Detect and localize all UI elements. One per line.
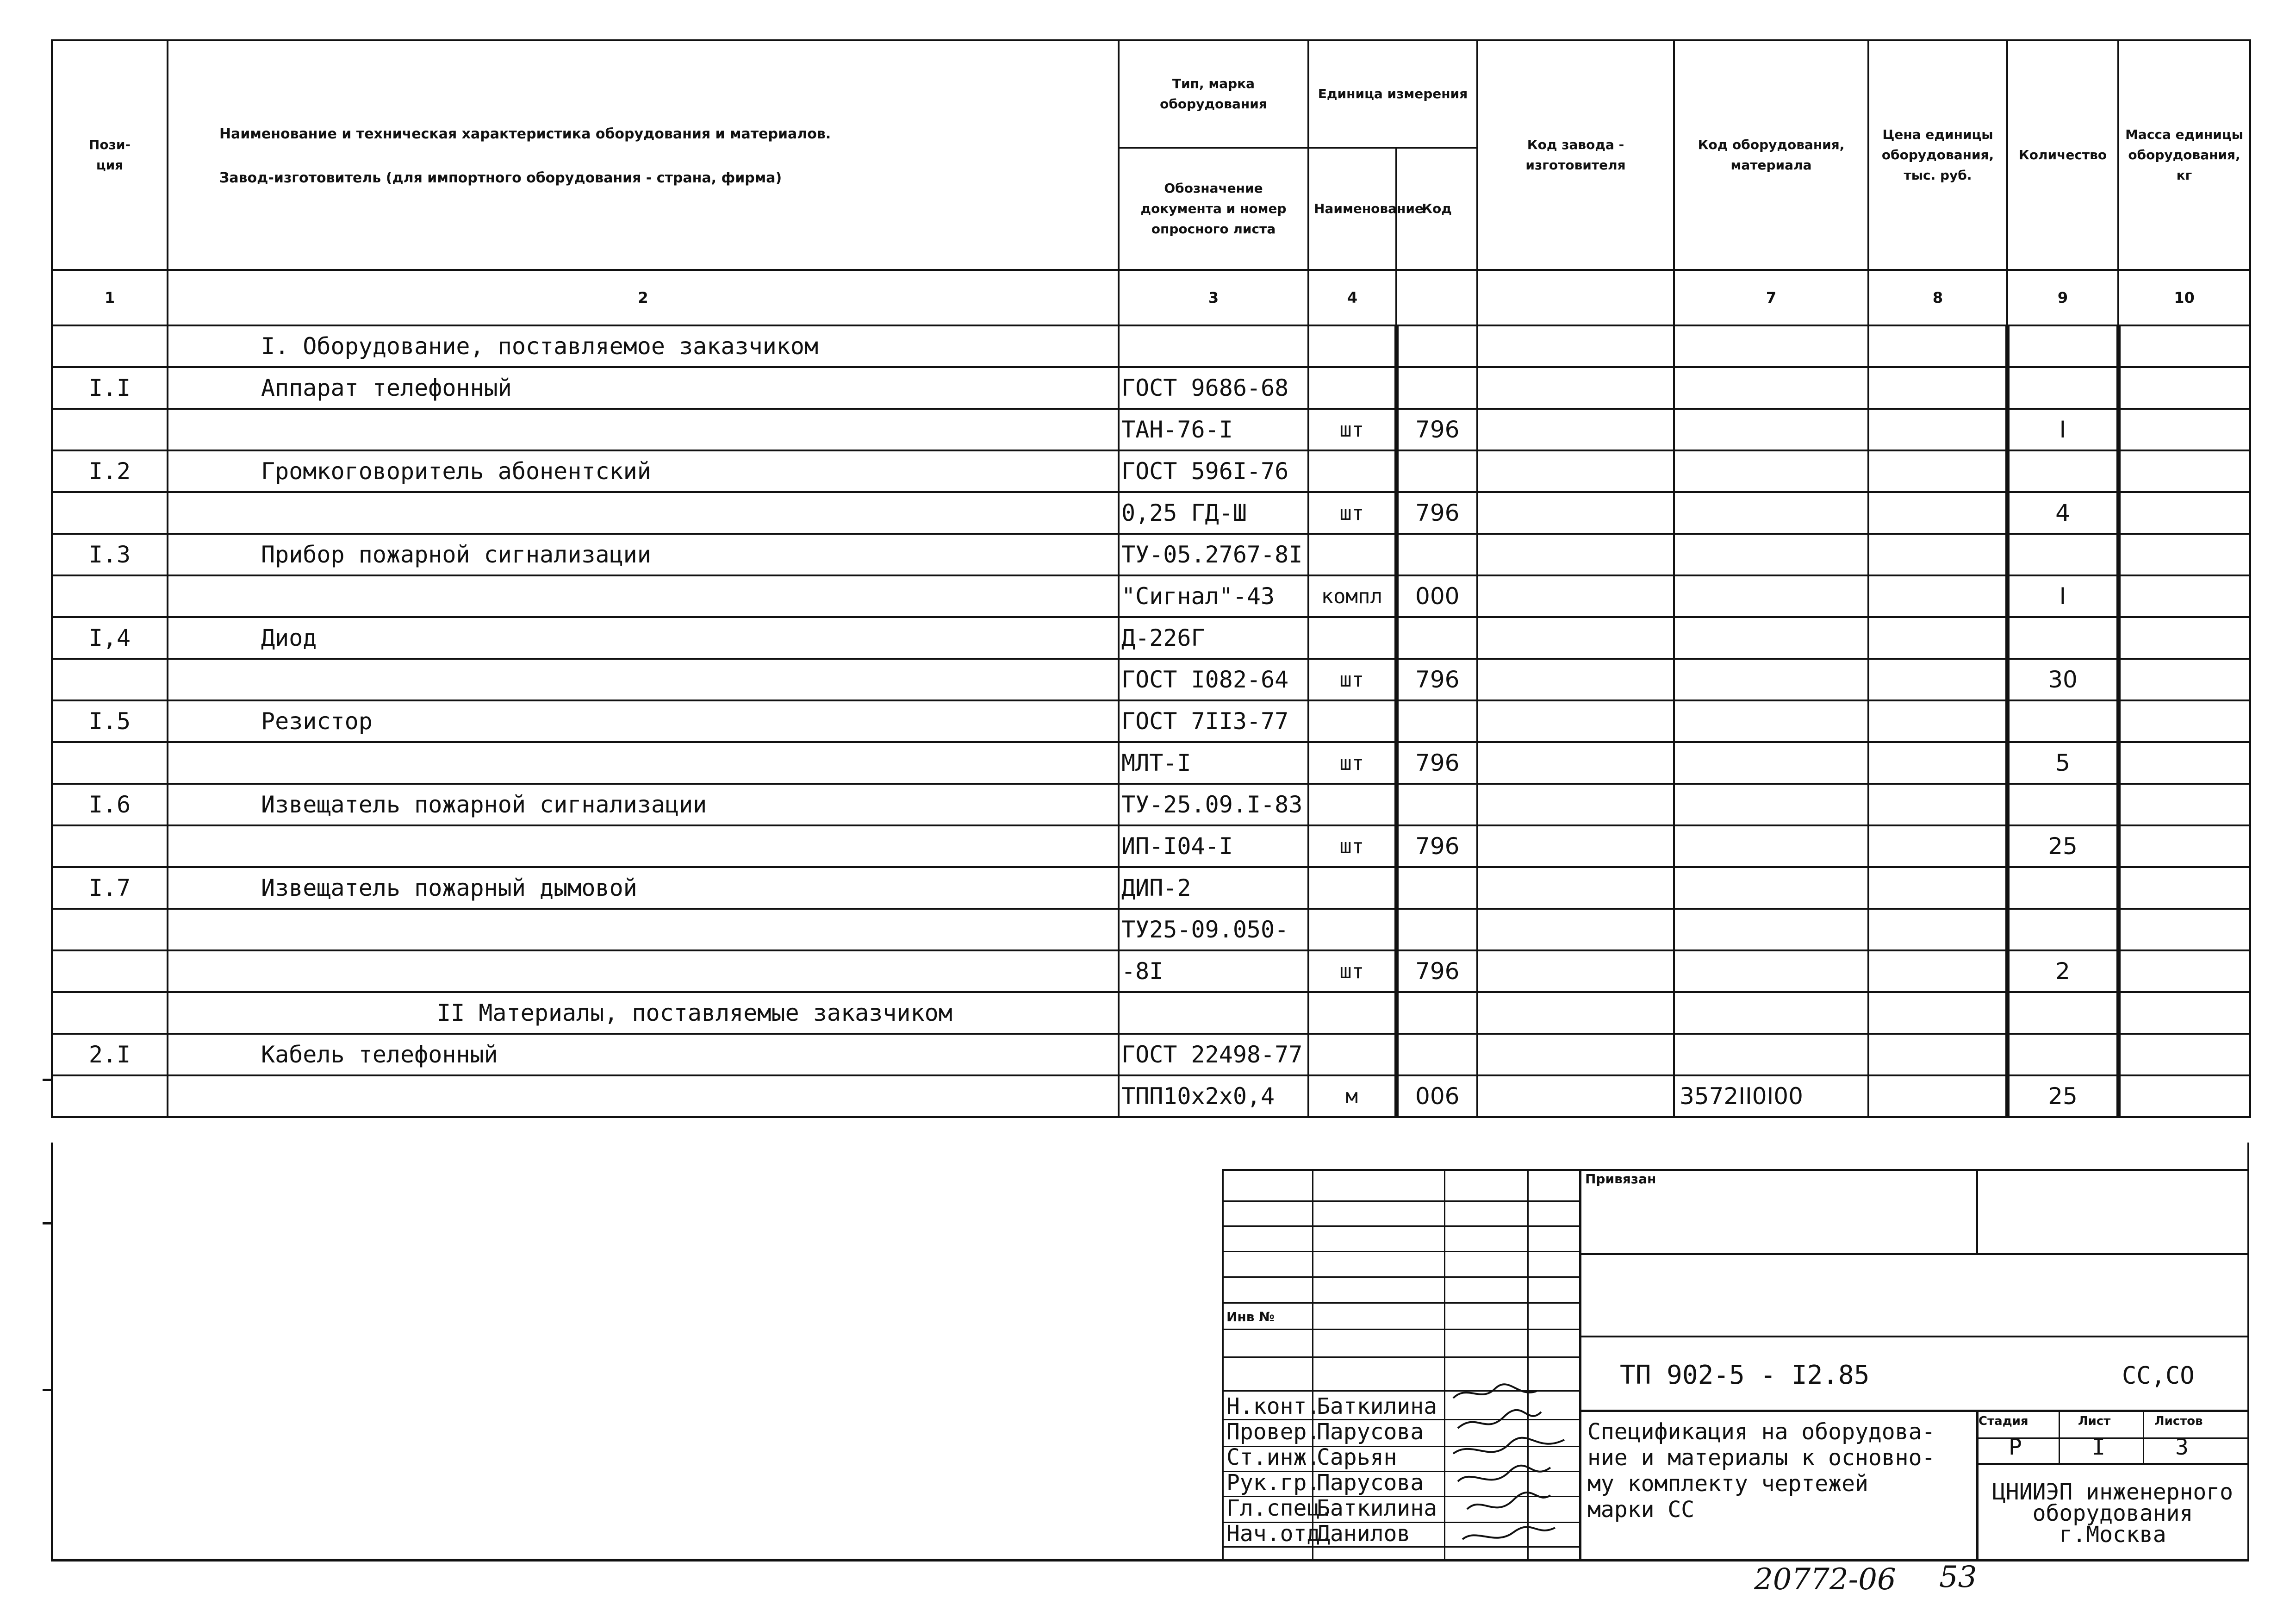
col-number: [1477, 270, 1674, 325]
cell-position: I.5: [52, 700, 168, 742]
cell-quantity: 25: [2007, 1075, 2118, 1117]
header-unit-code: Код: [1396, 148, 1477, 270]
col-number: 10: [2118, 270, 2250, 325]
cell-position: [52, 659, 168, 700]
cell-unit: компл: [1308, 575, 1396, 617]
inventory-label: Инв №: [1226, 1309, 1275, 1324]
margin-tick: [43, 1079, 52, 1081]
header-name-line1: Наименование и техническая характеристика оборудования и материалов.: [219, 126, 831, 142]
table-row: [52, 617, 2250, 659]
col-number: [1396, 270, 1477, 325]
cell-material-code: [1674, 450, 1868, 492]
cell-unit-code: [1396, 367, 1477, 409]
cell-material-code: [1674, 575, 1868, 617]
col-number: 3: [1119, 270, 1308, 325]
cell-name: [168, 1075, 1119, 1117]
cell-material-code: [1674, 742, 1868, 784]
header-position: Пози- ция: [52, 40, 168, 270]
role-person: Баткилина: [1317, 1495, 1437, 1521]
cell-position: [52, 909, 168, 950]
role-title: Н.конт.: [1226, 1393, 1320, 1419]
cell-quantity: 25: [2007, 825, 2118, 867]
role-title: Ст.инж.: [1226, 1444, 1320, 1470]
cell-empty: [1477, 950, 1674, 992]
cell-unit: шт: [1308, 825, 1396, 867]
stage-label: Стадия: [1979, 1414, 2028, 1428]
cell-name: Резистор: [168, 700, 1119, 742]
table-row: [52, 409, 2250, 450]
cell-empty: [1477, 617, 1674, 659]
cell-type: ТУ-05.2767-8I: [1119, 534, 1308, 575]
cell-empty: [2118, 659, 2250, 700]
sheets-value: 3: [2175, 1434, 2189, 1460]
cell-empty: [1868, 409, 2007, 450]
cell-position: [52, 992, 168, 1034]
table-row: [52, 659, 2250, 700]
cell-empty: [2118, 409, 2250, 450]
organization-line: ЦНИИЭП инженерного: [1992, 1479, 2234, 1505]
cell-empty: [1477, 909, 1674, 950]
cell-name: Извещатель пожарной сигнализации: [168, 784, 1119, 825]
description-line: Спецификация на оборудова-: [1587, 1419, 1935, 1445]
cell-name: [168, 742, 1119, 784]
role-person: Данилов: [1317, 1521, 1411, 1547]
col-number: 1: [52, 270, 168, 325]
cell-name: [168, 825, 1119, 867]
cell-type: ГОСТ 7II3-77: [1119, 700, 1308, 742]
role-title: Гл.спец.: [1226, 1495, 1334, 1521]
cell-name: [168, 492, 1119, 534]
cell-name: Диод: [168, 617, 1119, 659]
cell-name: Аппарат телефонный: [168, 367, 1119, 409]
role-title: Рук.гр.: [1226, 1470, 1320, 1496]
header-unit-name: Наименование: [1308, 148, 1396, 270]
header-price: Цена единицы оборудования, тыс. руб.: [1868, 40, 2007, 270]
cell-empty: [2118, 575, 2250, 617]
cell-quantity: 5: [2007, 742, 2118, 784]
col-number: 4: [1308, 270, 1396, 325]
cell-material-code: [1674, 617, 1868, 659]
cell-quantity: [2007, 784, 2118, 825]
table-row: [52, 1075, 2250, 1117]
cell-type: ДИП-2: [1119, 867, 1308, 909]
cell-empty: [1868, 909, 2007, 950]
cell-position: I.I: [52, 367, 168, 409]
sheets-label: Листов: [2154, 1414, 2203, 1428]
cell-empty: [1868, 367, 2007, 409]
cell-position: [52, 409, 168, 450]
cell-type: ГОСТ 596I-76: [1119, 450, 1308, 492]
cell-type: ТУ-25.09.I-83: [1119, 784, 1308, 825]
header-name: [168, 40, 1119, 270]
cell-empty: [1868, 742, 2007, 784]
cell-empty: [2118, 867, 2250, 909]
col-number: 9: [2007, 270, 2118, 325]
header-factory-code: Код завода - изготовителя: [1477, 40, 1674, 270]
cell-empty: [1477, 742, 1674, 784]
cell-empty: [1868, 534, 2007, 575]
cell-quantity: [2007, 700, 2118, 742]
cell-unit-code: [1396, 325, 1477, 367]
cell-position: [52, 742, 168, 784]
cell-material-code: [1674, 909, 1868, 950]
cell-empty: [1477, 534, 1674, 575]
cell-empty: [1868, 325, 2007, 367]
cell-empty: [2118, 492, 2250, 534]
header-material-code: Код оборудования, материала: [1674, 40, 1868, 270]
cell-type: ТАН-76-I: [1119, 409, 1308, 450]
cell-quantity: 4: [2007, 492, 2118, 534]
col-number: 2: [168, 270, 1119, 325]
cell-empty: [1868, 825, 2007, 867]
cell-empty: [2118, 742, 2250, 784]
cell-type: МЛТ-I: [1119, 742, 1308, 784]
header-document: Обозначение документа и номер опросного листа: [1119, 148, 1308, 270]
cell-unit: [1308, 784, 1396, 825]
table-row: [52, 742, 2250, 784]
cell-name: [168, 575, 1119, 617]
cell-name: [168, 950, 1119, 992]
cell-empty: [1477, 659, 1674, 700]
table-row: [52, 992, 2250, 1034]
cell-quantity: 30: [2007, 659, 2118, 700]
organization-line: г.Москва: [2059, 1522, 2166, 1548]
cell-type: ГОСТ I082-64: [1119, 659, 1308, 700]
table-row: [52, 700, 2250, 742]
cell-name: [168, 409, 1119, 450]
table-row: [52, 784, 2250, 825]
cell-empty: [2118, 617, 2250, 659]
cell-material-code: [1674, 950, 1868, 992]
cell-position: I.7: [52, 867, 168, 909]
cell-unit: [1308, 700, 1396, 742]
cell-name: [168, 659, 1119, 700]
cell-name: [168, 909, 1119, 950]
cell-material-code: [1674, 992, 1868, 1034]
cell-unit-code: [1396, 534, 1477, 575]
cell-empty: [2118, 909, 2250, 950]
cell-quantity: [2007, 992, 2118, 1034]
role-title: Провер.: [1226, 1419, 1320, 1445]
header-mass: Масса единицы оборудования, кг: [2118, 40, 2250, 270]
cell-name: I. Оборудование, поставляемое заказчиком: [168, 325, 1119, 367]
cell-empty: [1477, 1034, 1674, 1075]
cell-empty: [2118, 367, 2250, 409]
cell-position: [52, 950, 168, 992]
cell-type: ТПП10х2х0,4: [1119, 1075, 1308, 1117]
column-numbers-row: [52, 270, 2250, 325]
cell-type: 0,25 ГД-Ш: [1119, 492, 1308, 534]
cell-unit-code: [1396, 867, 1477, 909]
cell-position: [52, 492, 168, 534]
cell-unit: шт: [1308, 742, 1396, 784]
cell-material-code: [1674, 1034, 1868, 1075]
cell-unit-code: 796: [1396, 409, 1477, 450]
cell-empty: [1477, 409, 1674, 450]
cell-unit-code: 796: [1396, 742, 1477, 784]
cell-empty: [1868, 992, 2007, 1034]
cell-empty: [1868, 700, 2007, 742]
cell-unit: [1308, 450, 1396, 492]
cell-unit: шт: [1308, 409, 1396, 450]
sheet-value: I: [2092, 1434, 2105, 1460]
table-row: [52, 450, 2250, 492]
cell-empty: [1868, 1034, 2007, 1075]
cell-unit-code: 796: [1396, 492, 1477, 534]
cell-empty: [1477, 492, 1674, 534]
cell-quantity: [2007, 534, 2118, 575]
cell-unit-code: [1396, 909, 1477, 950]
cell-material-code: [1674, 409, 1868, 450]
cell-unit: м: [1308, 1075, 1396, 1117]
cell-position: [52, 1075, 168, 1117]
cell-empty: [1868, 659, 2007, 700]
cell-unit: [1308, 1034, 1396, 1075]
cell-empty: [2118, 1075, 2250, 1117]
cell-unit-code: 796: [1396, 825, 1477, 867]
cell-name: Громкоговоритель абонентский: [168, 450, 1119, 492]
role-person: Парусова: [1317, 1470, 1424, 1496]
cell-quantity: [2007, 867, 2118, 909]
cell-unit: [1308, 367, 1396, 409]
table-row: [52, 367, 2250, 409]
cell-unit-code: 796: [1396, 950, 1477, 992]
cell-empty: [1477, 784, 1674, 825]
cell-unit: [1308, 992, 1396, 1034]
cell-empty: [1477, 450, 1674, 492]
description-line: му комплекту чертежей: [1587, 1471, 1868, 1497]
cell-material-code: [1674, 325, 1868, 367]
cell-type: "Сигнал"-43: [1119, 575, 1308, 617]
cell-quantity: [2007, 617, 2118, 659]
cell-empty: [1868, 617, 2007, 659]
cell-empty: [2118, 450, 2250, 492]
cell-position: [52, 325, 168, 367]
cell-material-code: [1674, 700, 1868, 742]
cell-quantity: [2007, 450, 2118, 492]
stage-value: Р: [2009, 1434, 2022, 1460]
cell-quantity: [2007, 325, 2118, 367]
role-person: Сарьян: [1317, 1444, 1397, 1470]
cell-empty: [1477, 867, 1674, 909]
table-row: [52, 325, 2250, 367]
cell-material-code: [1674, 784, 1868, 825]
cell-unit-code: [1396, 784, 1477, 825]
header-unit-group: Единица измерения: [1308, 40, 1477, 148]
cell-empty: [2118, 992, 2250, 1034]
sheet-label: Лист: [2078, 1414, 2111, 1428]
cell-empty: [2118, 950, 2250, 992]
cell-unit: [1308, 325, 1396, 367]
cell-empty: [2118, 325, 2250, 367]
description-line: ние и материалы к основно-: [1587, 1445, 1935, 1471]
table-row: [52, 1034, 2250, 1075]
document-code: ТП 902-5 - I2.85: [1620, 1360, 1870, 1390]
cell-empty: [1477, 700, 1674, 742]
cell-type: ГОСТ 22498-77: [1119, 1034, 1308, 1075]
cell-empty: [1868, 950, 2007, 992]
cell-type: -8I: [1119, 950, 1308, 992]
cell-unit: шт: [1308, 492, 1396, 534]
cell-quantity: [2007, 1034, 2118, 1075]
cell-material-code: [1674, 534, 1868, 575]
cell-name: Извещатель пожарный дымовой: [168, 867, 1119, 909]
cell-unit: [1308, 867, 1396, 909]
cell-quantity: [2007, 909, 2118, 950]
margin-tick: [43, 1222, 52, 1224]
cell-position: 2.I: [52, 1034, 168, 1075]
cell-unit: шт: [1308, 950, 1396, 992]
cell-type: Д-226Г: [1119, 617, 1308, 659]
cell-material-code: [1674, 659, 1868, 700]
cell-unit: [1308, 909, 1396, 950]
cell-empty: [1477, 1075, 1674, 1117]
cell-position: I.2: [52, 450, 168, 492]
cell-unit-code: [1396, 450, 1477, 492]
cell-empty: [1868, 450, 2007, 492]
cell-quantity: I: [2007, 575, 2118, 617]
cell-material-code: [1674, 492, 1868, 534]
cell-unit-code: 006: [1396, 1075, 1477, 1117]
cell-empty: [1477, 825, 1674, 867]
role-person: Парусова: [1317, 1419, 1424, 1445]
header-name-line2: Завод-изготовитель (для импортного оборудования - страна, фирма): [219, 170, 782, 186]
table-row: [52, 534, 2250, 575]
cell-empty: [2118, 534, 2250, 575]
cell-type: ТУ25-09.050-: [1119, 909, 1308, 950]
cell-empty: [2118, 1034, 2250, 1075]
cell-type: ИП-I04-I: [1119, 825, 1308, 867]
cell-empty: [1868, 492, 2007, 534]
cell-empty: [1868, 575, 2007, 617]
cell-empty: [1868, 1075, 2007, 1117]
cell-unit-code: [1396, 1034, 1477, 1075]
cell-unit-code: [1396, 700, 1477, 742]
cell-material-code: [1674, 367, 1868, 409]
cell-unit-code: [1396, 992, 1477, 1034]
cell-position: [52, 825, 168, 867]
cell-unit: [1308, 534, 1396, 575]
table-row: [52, 950, 2250, 992]
cell-empty: [2118, 700, 2250, 742]
role-person: Баткилина: [1317, 1393, 1437, 1419]
cell-name: II Материалы, поставляемые заказчиком: [168, 992, 1119, 1034]
cell-empty: [1477, 575, 1674, 617]
table-row: [52, 867, 2250, 909]
cell-unit-code: 000: [1396, 575, 1477, 617]
cell-type: [1119, 325, 1308, 367]
description-line: марки СС: [1587, 1497, 1695, 1523]
cell-name: Прибор пожарной сигнализации: [168, 534, 1119, 575]
cell-empty: [1477, 992, 1674, 1034]
margin-tick: [43, 1389, 52, 1391]
document-mark: СС,СО: [2122, 1362, 2195, 1390]
table-row: [52, 909, 2250, 950]
header-type: Тип, марка оборудования: [1119, 40, 1308, 148]
table-row: [52, 575, 2250, 617]
organization-line: оборудования: [2032, 1500, 2193, 1526]
cell-unit-code: [1396, 617, 1477, 659]
cell-empty: [1477, 325, 1674, 367]
header-quantity: Количество: [2007, 40, 2118, 270]
cell-empty: [1477, 367, 1674, 409]
cell-empty: [2118, 825, 2250, 867]
cell-unit: [1308, 617, 1396, 659]
cell-quantity: 2: [2007, 950, 2118, 992]
signature-marks: [1449, 1384, 1574, 1560]
table-row: [52, 492, 2250, 534]
cell-type: ГОСТ 9686-68: [1119, 367, 1308, 409]
cell-material-code: [1674, 867, 1868, 909]
cell-unit-code: 796: [1396, 659, 1477, 700]
cell-unit: шт: [1308, 659, 1396, 700]
cell-material-code: 3572II0I00: [1674, 1075, 1868, 1117]
table-row: [52, 825, 2250, 867]
cell-empty: [2118, 784, 2250, 825]
cell-position: [52, 575, 168, 617]
col-number: 8: [1868, 270, 2007, 325]
cell-position: I.3: [52, 534, 168, 575]
cell-empty: [1868, 784, 2007, 825]
cell-name: Кабель телефонный: [168, 1034, 1119, 1075]
privyazan-label: Привязан: [1585, 1171, 1656, 1187]
cell-position: I,4: [52, 617, 168, 659]
cell-quantity: I: [2007, 409, 2118, 450]
col-number: 7: [1674, 270, 1868, 325]
cell-position: I.6: [52, 784, 168, 825]
archive-number: 20772-06: [1754, 1562, 1896, 1597]
cell-empty: [1868, 867, 2007, 909]
role-title: Нач.отд.: [1226, 1521, 1334, 1547]
page-number: 53: [1939, 1560, 1977, 1594]
cell-type: [1119, 992, 1308, 1034]
specification-table: [51, 39, 2251, 1118]
cell-material-code: [1674, 825, 1868, 867]
cell-quantity: [2007, 367, 2118, 409]
